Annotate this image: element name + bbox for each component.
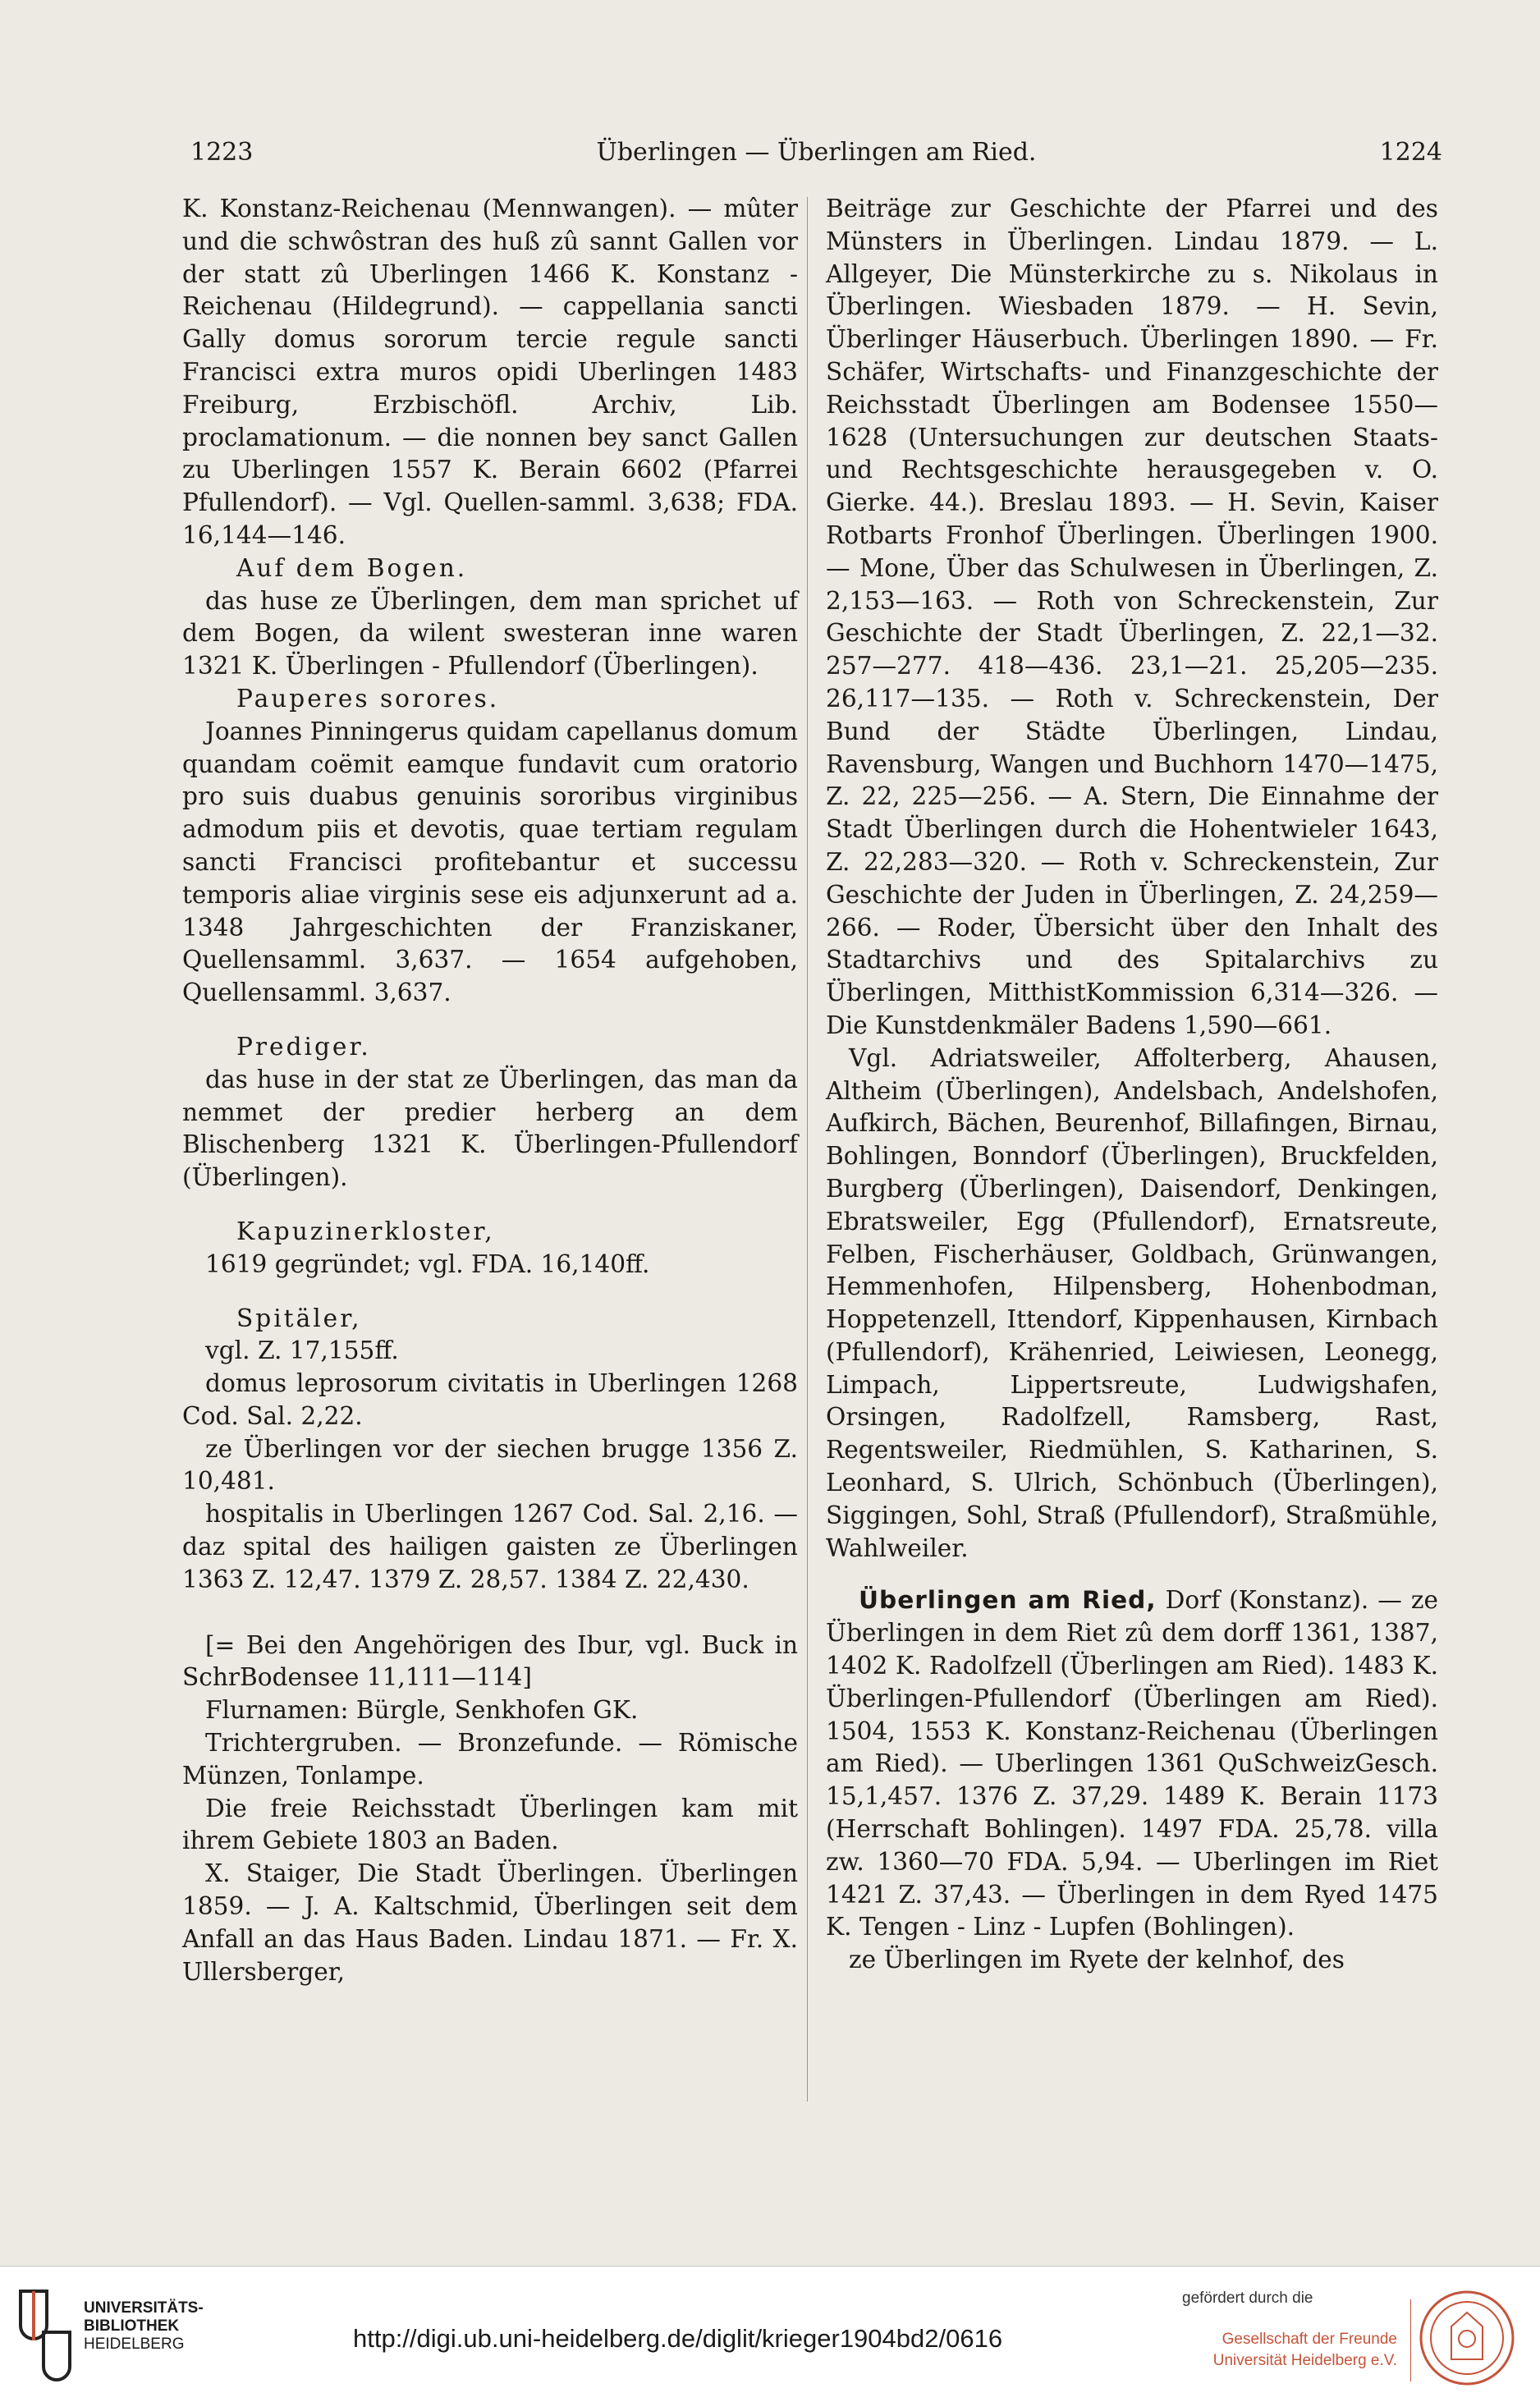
uni-name-line2: BIBLIOTHEK: [84, 2317, 180, 2335]
university-library-name: [84, 2299, 204, 2354]
heading-kapuzinerkloster: Kapuzinerkloster,: [236, 1217, 495, 1245]
entry-title: Überlingen am Ried,: [859, 1586, 1157, 1615]
paragraph-reichsstadt: Die freie Reichsstadt Überlingen kam mit ihrem Gebiete 1803 an Baden.: [182, 1794, 798, 1855]
paragraph-ibur: [= Bei den Angehörigen des Ibur, vgl. Buck in SchrBodensee 11,111—114]: [182, 1630, 798, 1692]
paragraph-prediger: das huse in der stat ze Überlingen, das man da nemmet der predier herberg an dem Blischenberg 1321 K. Überlingen-Pfullendorf (Überlingen).: [182, 1065, 798, 1192]
paragraph-spitaeler-vgl: vgl. Z. 17,155ff.: [205, 1336, 399, 1365]
page-number-right: 1224: [1379, 138, 1442, 167]
sponsor-name-line1: Gesellschaft der Freunde: [1221, 2331, 1397, 2348]
heading-spitaeler: Spitäler,: [236, 1304, 362, 1332]
paragraph-mennwangen: K. Konstanz-Reichenau (Mennwangen). — mûter und die schwôstran des huß zû sannt Gallen vor der statt zû Uberlingen 1466 K. Konstanz - Reichenau (Hildegrund). — cappellania sancti Gally domus sororum tercie regule sancti Francisci extra muros opidi Uberlingen 1483 Freiburg, Erzbischöfl. Archiv, Lib. proclamationum. — die nonnen bey sanct Gallen zu Uberlingen 1557 K. Berain 6602 (Pfarrei Pfullendorf). — Vgl. Quellen-samml. 3,638; FDA. 16,144—146.: [182, 195, 798, 549]
running-title: Überlingen — Überlingen am Ried.: [596, 138, 1037, 167]
paragraph-kapuzinerkloster: 1619 gegründet; vgl. FDA. 16,140ff.: [205, 1249, 650, 1278]
entry-body: Dorf (Konstanz). — ze Überlingen in dem Riet zû dem dorff 1361, 1387, 1402 K. Radolfzell (Überlingen am Ried). 1483 K. Überlingen-Pfullendorf (Überlingen am Ried). 1504, 1553 K. Konstanz-Reichenau (Überlingen am Ried). — Uberlingen 1361 QuSchweizGesch. 15,1,457. 1376 Z. 37,29. 1489 K. Berain 1173 (Herrschaft Bohlingen). 1497 FDA. 25,78. villa zw. 1360—70 FDA. 5,94. — Uberlingen im Riet 1421 Z. 37,43. — Überlingen in dem Ryed 1475 K. Tengen - Linz - Lupfen (Bohlingen).: [826, 1586, 1438, 1941]
uni-name-line1: UNIVERSITÄTS-: [84, 2299, 204, 2317]
paragraph-staiger: X. Staiger, Die Stadt Überlingen. Überlingen 1859. — J. A. Kaltschmid, Überlingen seit dem Anfall an das Haus Baden. Lindau 1871. — Fr. X. Ullersberger,: [182, 1859, 798, 1986]
paragraph-siechen-brugge: ze Überlingen vor der siechen brugge 1356 Z. 10,481.: [182, 1434, 798, 1496]
paragraph-bogen: das huse ze Überlingen, dem man sprichet uf dem Bogen, da wilent swesteran inne waren 1321 K. Überlingen - Pfullendorf (Überlingen).: [182, 586, 798, 681]
left-column: [182, 193, 798, 1988]
footer-separator: [1410, 2299, 1411, 2381]
paragraph-pauperes: Joannes Pinningerus quidam capellanus domum quandam coëmit eamque fundavit cum oratorio pro suis duabus genuinis sororibus virginibus admodum piis et devotis, quae tertiam regulam sancti Francisci profitebantur et successu temporis aliae virginis sese eis adjunxerunt ad a. 1348 Jahrgeschichten der Franziskaner, Quellensamml. 3,637. — 1654 aufgehoben, Quellensamml. 3,637.: [182, 717, 798, 1007]
page-number-left: 1223: [190, 138, 254, 167]
sponsor-name: [1176, 2329, 1397, 2372]
entry-ueberlingen-am-ried: [826, 1584, 1438, 1944]
sponsor-label: gefördert durch die: [1182, 2290, 1313, 2307]
paragraph-hospitalis: hospitalis in Uberlingen 1267 Cod. Sal. 2,16. — daz spital des hailigen gaisten ze Überlingen 1363 Z. 12,47. 1379 Z. 28,57. 1384 Z. 22,430.: [182, 1500, 798, 1593]
right-column: [826, 193, 1438, 1977]
running-header: [190, 138, 1442, 181]
column-divider: [807, 197, 808, 2102]
footer-bar: [0, 2266, 1540, 2402]
paragraph-vgl-places: Vgl. Adriatsweiler, Affolterberg, Ahausen, Altheim (Überlingen), Andelsbach, Andelshofen, Aufkirch, Bächen, Beurenhof, Billafingen, Birnau, Bohlingen, Bonndorf (Überlingen), Bruckfelden, Burgberg (Überlingen), Daisendorf, Denkingen, Ebratsweiler, Egg (Pfullendorf), Ernatsreute, Felben, Fischerhäuser, Goldbach, Grünwangen, Hemmenhofen, Hilpensberg, Hohenbodman, Hoppetenzell, Ittendorf, Kippenhausen, Kirnbach (Pfullendorf), Krähenried, Leiwiesen, Leonegg, Limpach, Lippertsreute, Ludwigshafen, Orsingen, Radolfzell, Ramsberg, Rast, Regentsweiler, Riedmühlen, S. Katharinen, S. Leonhard, S. Ulrich, Schönbuch (Überlingen), Siggingen, Sohl, Straß (Pfullendorf), Straßmühle, Wahlweiler.: [826, 1043, 1438, 1562]
paragraph-flurnamen: Flurnamen: Bürgle, Senkhofen GK.: [205, 1696, 639, 1725]
paragraph-trichtergruben: Trichtergruben. — Bronzefunde. — Römische Münzen, Tonlampe.: [182, 1729, 798, 1790]
paragraph-domus-leprosorum: domus leprosorum civitatis in Uberlingen 1268 Cod. Sal. 2,22.: [182, 1369, 798, 1430]
uni-name-line3: HEIDELBERG: [84, 2336, 185, 2353]
paragraph-bibliography: Beiträge zur Geschichte der Pfarrei und des Münsters in Überlingen. Lindau 1879. — L. Allgeyer, Die Münsterkirche zu s. Nikolaus in Überlingen. Wiesbaden 1879. — H. Sevin, Überlinger Häuserbuch. Überlingen 1890. — Fr. Schäfer, Wirtschafts- und Finanzgeschichte der Reichsstadt Überlingen am Bodensee 1550—1628 (Untersuchungen zur deutschen Staats- und Rechtsgeschichte herausgegeben v. O. Gierke. 44.). Breslau 1893. — H. Sevin, Kaiser Rotbarts Fronhof Überlingen. Überlingen 1900. — Mone, Über das Schulwesen in Überlingen, Z. 2,153—163. — Roth von Schreckenstein, Zur Geschichte der Stadt Überlingen, Z. 22,1—32. 257—277. 418—436. 23,1—21. 25,205—235. 26,117—135. — Roth v. Schreckenstein, Der Bund der Städte Überlingen, Lindau, Ravensburg, Wangen und Buchhorn 1470—1475, Z. 22, 225—256. — A. Stern, Die Einnahme der Stadt Überlingen durch die Hohentwieler 1643, Z. 22,283—320. — Roth v. Schreckenstein, Zur Geschichte der Juden in Überlingen, Z. 24,259—266. — Roder, Übersicht über den Inhalt des Stadtarchivs und des Spitalarchivs zu Überlingen, MitthistKommission 6,314—326. — Die Kunstdenkmäler Badens 1,590—661.: [826, 195, 1438, 1039]
sponsor-name-line2: Universität Heidelberg e.V.: [1212, 2352, 1397, 2369]
heading-auf-dem-bogen: Auf dem Bogen.: [236, 553, 468, 582]
permalink-url[interactable]: http://digi.ub.uni-heidelberg.de/diglit/krieger1904bd2/0616: [353, 2324, 1003, 2353]
university-seal-icon: [1419, 2290, 1515, 2386]
paragraph-kelnhof: ze Überlingen im Ryete der kelnhof, des: [849, 1946, 1345, 1974]
heading-pauperes-sorores: Pauperes sorores.: [236, 684, 500, 713]
university-library-logo-icon: [16, 2283, 74, 2381]
heading-prediger: Prediger.: [236, 1032, 371, 1061]
